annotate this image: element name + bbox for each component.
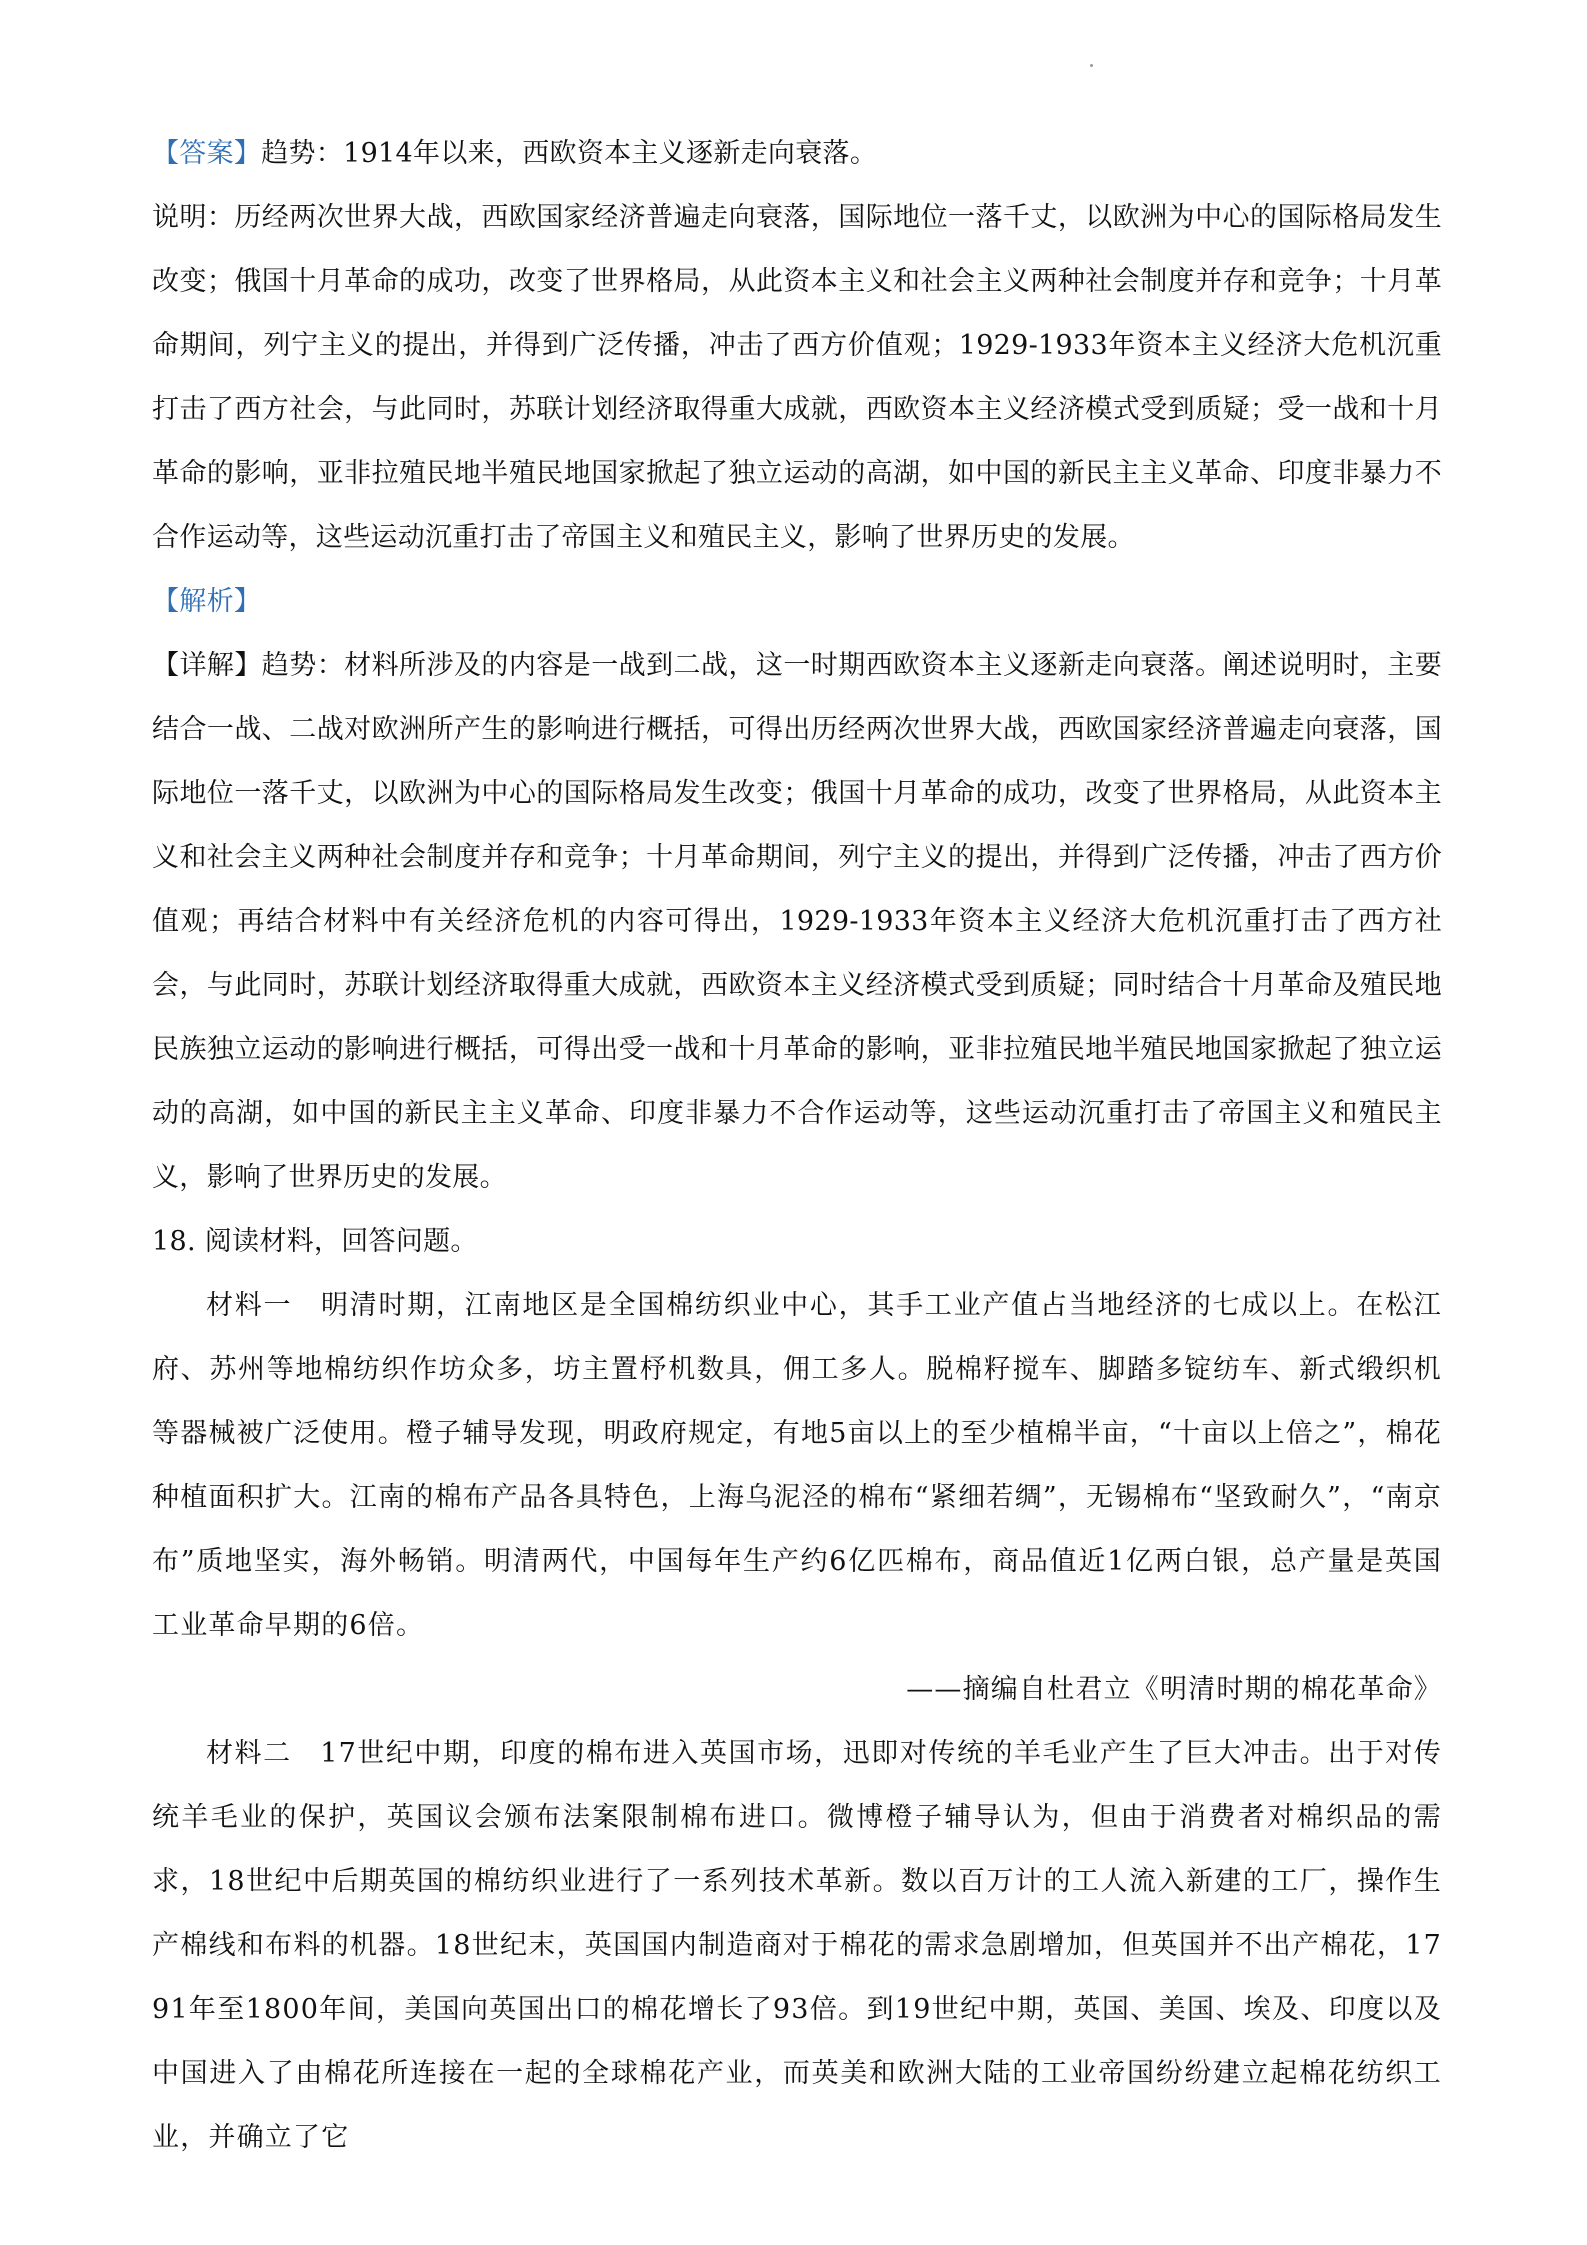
answer-paragraph bbox=[152, 122, 1442, 186]
answer-text: 趋势：1914年以来，西欧资本主义逐新走向衰落。 bbox=[261, 138, 878, 169]
analysis-tag: 【解析】 bbox=[152, 586, 262, 617]
detail-paragraph: 【详解】趋势：材料所涉及的内容是一战到二战，这一时期西欧资本主义逐新走向衰落。阐述说明时，主要结合一战、二战对欧洲所产生的影响进行概括，可得出历经两次世界大战，西欧国家经济普遍走向衰落，国际地位一落千丈，以欧洲为中心的国际格局发生改变；俄国十月革命的成功，改变了世界格局，从此资本主义和社会主义两种社会制度并存和竞争；十月革命期间，列宁主义的提出，并得到广泛传播，冲击了西方价值观；再结合材料中有关经济危机的内容可得出，1929-1933年资本主义经济大危机沉重打击了西方社会，与此同时，苏联计划经济取得重大成就，西欧资本主义经济模式受到质疑；同时结合十月革命及殖民地民族独立运动的影响进行概括，可得出受一战和十月革命的影响，亚非拉殖民地半殖民地国家掀起了独立运动的高湖，如中国的新民主主义革命、印度非暴力不合作运动等，这些运动沉重打击了帝国主义和殖民主义，影响了世界历史的发展。 bbox=[152, 650, 1442, 1193]
analysis-heading bbox=[152, 570, 1442, 634]
explanation-paragraph: 说明：历经两次世界大战，西欧国家经济普遍走向衰落，国际地位一落千丈，以欧洲为中心的国际格局发生改变；俄国十月革命的成功，改变了世界格局，从此资本主义和社会主义两种社会制度并存和竞争；十月革命期间，列宁主义的提出，并得到广泛传播，冲击了西方价值观；1929-1933年资本主义经济大危机沉重打击了西方社会，与此同时，苏联计划经济取得重大成就，西欧资本主义经济模式受到质疑；受一战和十月革命的影响，亚非拉殖民地半殖民地国家掀起了独立运动的高湖，如中国的新民主主义革命、印度非暴力不合作运动等，这些运动沉重打击了帝国主义和殖民主义，影响了世界历史的发展。 bbox=[152, 202, 1442, 553]
material-one-paragraph: 材料一 明清时期，江南地区是全国棉纺织业中心，其手工业产值占当地经济的七成以上。在松江府、苏州等地棉纺织作坊众多，坊主置杼机数具，佣工多人。脱棉籽搅车、脚踏多锭纺车、新式缎织机等器械被广泛使用。橙子辅导发现，明政府规定，有地5亩以上的至少植棉半亩，“十亩以上倍之”，棉花种植面积扩大。江南的棉布产品各具特色，上海乌泥泾的棉布“紧细若绸”，无锡棉布“坚致耐久”，“南京布”质地坚实，海外畅销。明清两代，中国每年生产约6亿匹棉布，商品值近1亿两白银，总产量是英国工业革命早期的6倍。 bbox=[152, 1290, 1442, 1641]
material-one-source: ——摘编自杜君立《明清时期的棉花革命》 bbox=[906, 1674, 1442, 1705]
answer-tag: 【答案】 bbox=[152, 138, 262, 169]
material-two-paragraph: 材料二 17世纪中期，印度的棉布进入英国市场，迅即对传统的羊毛业产生了巨大冲击。出于对传统羊毛业的保护，英国议会颁布法案限制棉布进口。微博橙子辅导认为，但由于消费者对棉织品的需求，18世纪中后期英国的棉纺织业进行了一系列技术革新。数以百万计的工人流入新建的工厂，操作生产棉线和布料的机器。18世纪末，英国国内制造商对于棉花的需求急剧增加，但英国并不出产棉花，1791年至1800年间，美国向英国出口的棉花增长了93倍。到19世纪中期，英国、美国、埃及、印度以及中国进入了由棉花所连接在一起的全球棉花产业，而英美和欧洲大陆的工业帝国纷纷建立起棉花纺织工业，并确立了它 bbox=[152, 1738, 1442, 2153]
question-18-title: 18. 阅读材料，回答问题。 bbox=[152, 1226, 478, 1257]
scan-speck bbox=[1090, 64, 1093, 67]
